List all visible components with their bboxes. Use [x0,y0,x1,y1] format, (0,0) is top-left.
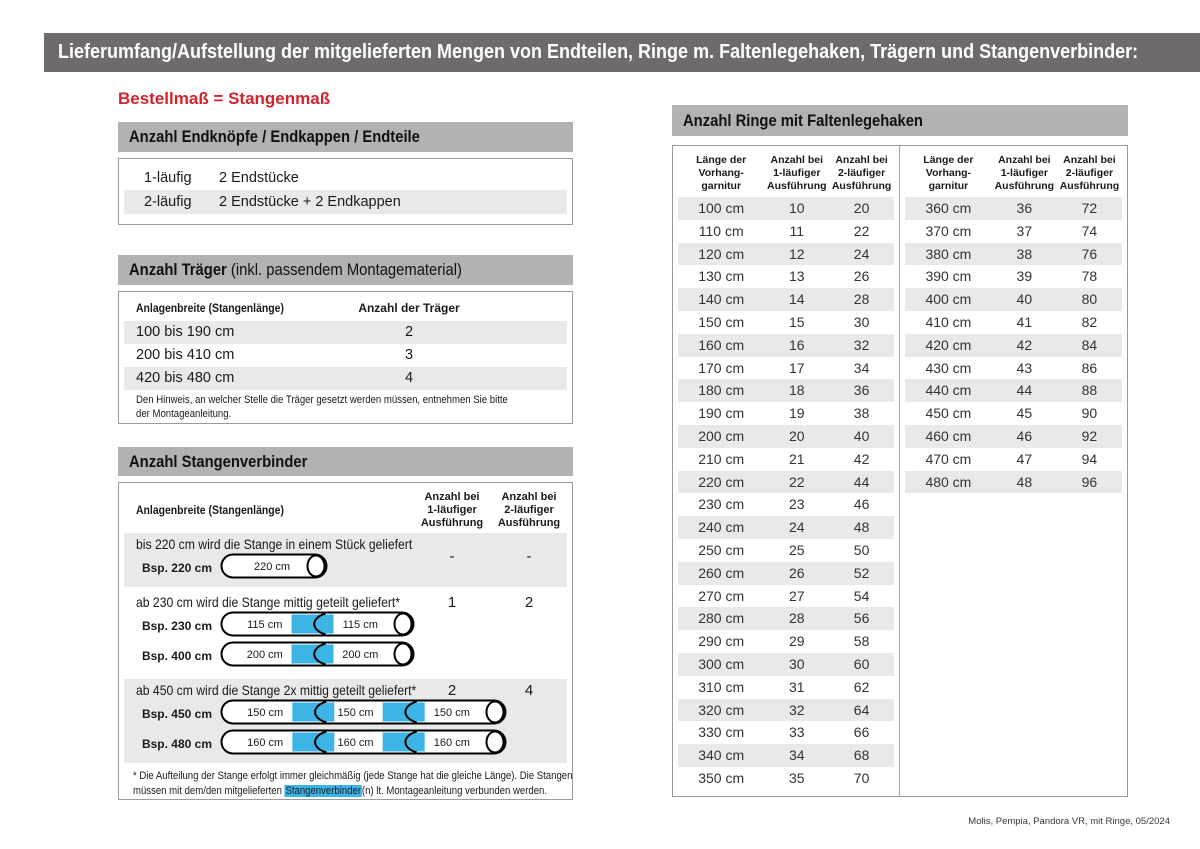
ring-cell: 140 cm [698,291,745,308]
rod-example-label: Bsp. 450 cm [141,707,212,721]
ring-table-row [678,653,894,676]
group-qty-q1: 1 [447,594,457,611]
rod-diagram [220,699,507,725]
ring-cell: 110 cm [698,222,744,239]
rod-diagram [220,553,328,579]
ring-cell: 86 [1081,359,1098,376]
ring-column-headers [678,151,894,197]
verbinder-group [124,533,567,587]
ring-table-row [678,607,894,630]
row-label: 1-läufig [144,170,192,186]
rod-diagram-wrap [220,553,328,584]
ring-cell: 47 [1016,450,1033,467]
ring-cell: 46 [853,496,870,513]
ring-table-row [678,630,894,653]
ring-table-row [678,562,894,585]
ring-table-row [905,334,1122,357]
ring-cell: 36 [853,382,870,399]
ring-cell: 54 [853,587,870,604]
section-header-endteile-label: Anzahl Endknöpfe / Endkappen / Endteile [129,127,420,146]
verbinder-footnote: * Die Aufteilung der Stange erfolgt immer gleichmäßig (jede Stange hat die gleiche Länge). Die Stangen müssen mit dem/den mitgelieferten Stangenverbinder(n) lt. Montageanleitung verbunden werden. [133,770,573,797]
ring-table-row [678,288,894,311]
ring-table-row [905,471,1122,494]
ring-cell: 260 cm [698,564,745,581]
ring-cell: 24 [853,245,870,262]
ring-cell: 280 cm [698,610,745,627]
ring-cell: 78 [1081,268,1098,285]
ring-cell: 45 [1016,405,1033,422]
ring-cell: 52 [853,564,870,581]
svg-text:160 cm: 160 cm [337,736,374,749]
traeger-note: Den Hinweis, an welcher Stelle die Träger gesetzt werden müssen, entnehmen Sie bitte der Montageanleitung. [136,394,508,420]
svg-text:115 cm: 115 cm [342,618,378,631]
ring-cell: 480 cm [925,473,972,490]
ring-cell: 400 cm [925,291,972,308]
ring-cell: 290 cm [698,633,745,650]
ring-cell: 14 [789,291,805,308]
ringe-table-left [673,146,900,796]
ring-cell: 20 [789,427,805,444]
ring-column-header: Anzahl bei 2-läufiger Ausführung [1059,154,1120,192]
ring-cell: 48 [1016,473,1033,490]
verbinder-group [124,679,567,763]
ring-cell: 82 [1081,313,1098,330]
ring-cell: 84 [1081,336,1098,353]
ring-cell: 50 [853,541,870,558]
ring-cell: 40 [1016,291,1033,308]
ring-cell: 270 cm [698,587,745,604]
column-header-width: Anlagenbreite (Stangenlänge) [136,503,284,517]
ring-cell: 250 cm [698,541,745,558]
ring-cell: 35 [789,769,805,786]
section-header-verbinder-label: Anzahl Stangenverbinder [129,452,308,471]
rod-example-label: Bsp. 220 cm [141,561,212,575]
row-count: 2 [404,324,414,340]
rod-example-row [124,730,567,758]
ring-cell: 30 [853,313,870,330]
rod-diagram [220,641,415,667]
ringe-table [672,145,1128,797]
document-footer: Molis, Pempia, Pandora VR, mit Ringe, 05/2024 [968,816,1170,827]
highlight-stangenverbinder: Stangenverbinder [285,785,362,797]
page-title: Lieferumfang/Aufstellung der mitgelieferten Mengen von Endteilen, Ringe m. Faltenlegehaken, Trägern und Stangenverbinder: [58,41,1139,63]
group-qty-q2: 2 [524,594,534,611]
ring-cell: 360 cm [925,200,972,216]
ring-cell: 36 [1016,200,1033,216]
ring-table-row [905,220,1122,243]
row-range: 100 bis 190 cm [136,324,235,340]
ring-cell: 46 [1016,427,1033,444]
page-title-bar [44,33,1200,72]
ring-cell: 68 [853,747,870,764]
ring-column-header: Anzahl bei 1-läufiger Ausführung [767,154,827,192]
ring-cell: 30 [789,655,805,672]
ring-cell: 28 [853,291,870,308]
ring-cell: 310 cm [698,678,745,695]
section-header-traeger [118,255,573,285]
section-header-verbinder [118,447,573,476]
rod-diagram-wrap [220,641,415,672]
verbinder-groups [119,533,572,763]
verbinder-column-headers [119,483,572,533]
ring-table-row [905,402,1122,425]
ring-cell: 38 [853,405,870,422]
ring-cell: 42 [1016,336,1033,353]
svg-text:200 cm: 200 cm [342,648,379,661]
ring-cell: 28 [789,610,805,627]
svg-text:150 cm: 150 cm [433,706,470,719]
section-header-endteile [118,122,573,152]
ring-cell: 56 [853,610,870,627]
verbinder-table [118,482,573,800]
group-qty-q1: 2 [447,682,457,699]
traeger-table [118,291,573,424]
rod-diagram [220,729,507,755]
ring-cell: 370 cm [925,222,972,239]
ring-cell: 340 cm [698,747,745,764]
ring-cell: 66 [853,724,870,741]
ring-cell: 48 [853,519,870,536]
ring-cell: 240 cm [698,519,745,536]
ring-cell: 74 [1081,222,1098,239]
ring-column-headers [905,151,1122,197]
svg-text:160 cm: 160 cm [247,736,284,749]
svg-text:160 cm: 160 cm [433,736,470,749]
ring-cell: 11 [789,222,805,239]
ring-cell: 22 [853,222,870,239]
ring-cell: 430 cm [925,359,972,376]
ring-cell: 15 [789,313,805,330]
endteile-table [118,158,573,225]
ring-cell: 16 [789,336,805,353]
ring-cell: 300 cm [698,655,745,672]
row-value: 2 Endstücke + 2 Endkappen [219,194,401,210]
ring-cell: 37 [1016,222,1033,239]
table-row [124,321,567,344]
ring-cell: 43 [1016,359,1033,376]
ring-table-row [678,539,894,562]
traeger-rows [119,321,572,390]
ring-table-row [678,379,894,402]
verbinder-footnote-line2: müssen mit dem/den mitgelieferten Stangenverbinder(n) lt. Montageanleitung verbunden werden. [133,785,548,797]
ring-cell: 92 [1081,427,1098,444]
ring-cell: 350 cm [698,769,745,786]
ring-cell: 32 [853,336,870,353]
ring-cell: 160 cm [698,336,745,353]
ring-cell: 26 [789,564,805,581]
ring-cell: 320 cm [698,701,745,718]
column-header-qty2: Anzahl bei 2-läufiger Ausführung [497,491,561,529]
group-qty-q2: 4 [524,682,534,699]
verbinder-group [124,591,567,675]
ring-table-row [678,744,894,767]
ring-cell: 170 cm [698,359,745,376]
ring-cell: 64 [853,701,870,718]
ring-cell: 21 [789,450,805,467]
rod-example-label: Bsp. 230 cm [141,619,212,633]
svg-text:150 cm: 150 cm [337,706,374,719]
svg-text:150 cm: 150 cm [247,706,284,719]
column-header-qty1: Anzahl bei 1-läufiger Ausführung [420,491,484,529]
ring-cell: 60 [853,655,870,672]
rod-example-row [124,612,567,640]
ring-cell: 330 cm [698,724,745,741]
ring-cell: 22 [789,473,805,490]
ring-table-row [678,721,894,744]
table-row [124,166,567,190]
order-measure-note: Bestellmaß = Stangenmaß [118,89,331,108]
row-count: 4 [404,370,414,386]
ring-cell: 12 [789,245,805,262]
ring-cell: 76 [1081,245,1098,262]
rod-example-label: Bsp. 480 cm [141,737,212,751]
table-row [124,344,567,367]
ring-cell: 70 [853,769,870,786]
ring-table-row [905,379,1122,402]
ring-cell: 44 [853,473,870,490]
ring-cell: 460 cm [925,427,972,444]
ring-cell: 470 cm [925,450,972,467]
section-header-traeger-label: Anzahl Träger (inkl. passendem Montagematerial) [129,260,462,279]
ring-cell: 410 cm [925,313,972,330]
ring-table-row [905,448,1122,471]
ring-table-row [678,334,894,357]
group-rule-text: bis 220 cm wird die Stange in einem Stück geliefert [136,536,413,552]
ring-table-row [678,448,894,471]
ring-cell: 18 [789,382,805,399]
row-range: 420 bis 480 cm [136,370,235,386]
ring-cell: 29 [789,633,805,650]
ring-table-row [678,699,894,722]
ring-table-row [905,265,1122,288]
group-qty-q2: - [526,548,532,565]
column-header-width: Anlagenbreite (Stangenlänge) [136,301,284,315]
ring-table-row [678,220,894,243]
ring-table-row [678,197,894,220]
ring-cell: 210 cm [698,450,745,467]
ring-rows [678,197,894,790]
rod-diagram-wrap [220,729,507,760]
ring-table-row [905,425,1122,448]
ring-table-row [678,493,894,516]
ring-cell: 17 [789,359,805,376]
ring-table-row [905,288,1122,311]
ring-cell: 130 cm [698,268,745,285]
ring-cell: 20 [853,200,870,216]
ring-table-row [678,265,894,288]
ring-cell: 58 [853,633,870,650]
ring-cell: 27 [789,587,805,604]
ring-cell: 420 cm [925,336,972,353]
ring-cell: 31 [789,678,805,695]
ring-cell: 33 [789,724,805,741]
ring-cell: 96 [1081,473,1098,490]
ring-table-row [678,767,894,790]
svg-text:220 cm: 220 cm [253,560,291,573]
ring-cell: 39 [1016,268,1033,285]
table-row [124,367,567,390]
row-value: 2 Endstücke [219,170,299,186]
ring-cell: 34 [853,359,870,376]
ring-cell: 380 cm [925,245,972,262]
ring-cell: 450 cm [925,405,972,422]
row-count: 3 [404,347,414,363]
ring-cell: 25 [789,541,805,558]
ring-cell: 80 [1081,291,1098,308]
section-header-ringe [672,105,1128,136]
ring-table-row [905,243,1122,266]
ring-cell: 200 cm [698,427,745,444]
ring-table-row [678,676,894,699]
rod-diagram [220,611,415,637]
column-header-count: Anzahl der Träger [358,301,460,315]
ring-table-row [678,357,894,380]
ring-table-row [678,425,894,448]
row-range: 200 bis 410 cm [136,347,235,363]
ring-cell: 13 [789,268,805,285]
ring-cell: 220 cm [698,473,745,490]
ring-cell: 440 cm [925,382,972,399]
group-qty-q1: - [449,548,455,565]
group-rule-text: ab 450 cm wird die Stange 2x mittig geteilt geliefert* [136,682,417,698]
rod-example-row [124,700,567,728]
ring-table-row [678,311,894,334]
ring-table-row [678,243,894,266]
rod-example-row [124,642,567,670]
ring-table-row [905,311,1122,334]
ring-cell: 32 [789,701,805,718]
ring-cell: 72 [1081,200,1098,216]
ring-cell: 23 [789,496,805,513]
ring-cell: 88 [1081,382,1098,399]
ring-cell: 38 [1016,245,1033,262]
svg-text:115 cm: 115 cm [247,618,283,631]
rod-diagram-wrap [220,699,507,730]
group-rule-text: ab 230 cm wird die Stange mittig geteilt geliefert* [136,594,401,610]
rod-example-label: Bsp. 400 cm [141,649,212,663]
ring-cell: 10 [789,200,805,216]
ring-cell: 40 [853,427,870,444]
ring-table-row [678,516,894,539]
rod-diagram-wrap [220,611,415,642]
ring-table-row [905,357,1122,380]
ring-cell: 26 [853,268,870,285]
ring-cell: 180 cm [698,382,745,399]
ring-table-row [678,402,894,425]
ring-cell: 19 [789,405,805,422]
row-label: 2-läufig [144,194,192,210]
ring-cell: 230 cm [698,496,745,513]
ring-cell: 62 [853,678,870,695]
ring-cell: 90 [1081,405,1098,422]
table-row [124,190,567,214]
ring-column-header: Anzahl bei 1-läufiger Ausführung [994,154,1055,192]
ring-cell: 24 [789,519,805,536]
ring-cell: 390 cm [925,268,972,285]
ring-rows [905,197,1122,493]
ring-cell: 44 [1016,382,1033,399]
svg-text:200 cm: 200 cm [246,648,283,661]
ring-cell: 120 cm [698,245,745,262]
section-header-ringe-label: Anzahl Ringe mit Faltenlegehaken [683,111,923,130]
ring-cell: 94 [1081,450,1098,467]
ring-table-row [678,471,894,494]
ring-column-header: Anzahl bei 2-läufiger Ausführung [831,154,892,192]
ring-cell: 190 cm [698,405,745,422]
ring-cell: 41 [1016,313,1033,330]
ring-cell: 42 [853,450,870,467]
ringe-table-right [900,146,1127,796]
ring-cell: 34 [789,747,805,764]
ring-column-header: Länge der Vorhang- garnitur [696,154,747,192]
ring-cell: 100 cm [698,200,745,216]
ring-cell: 150 cm [698,313,745,330]
ring-column-header: Länge der Vorhang- garnitur [923,154,974,192]
ring-table-row [905,197,1122,220]
ring-table-row [678,585,894,608]
